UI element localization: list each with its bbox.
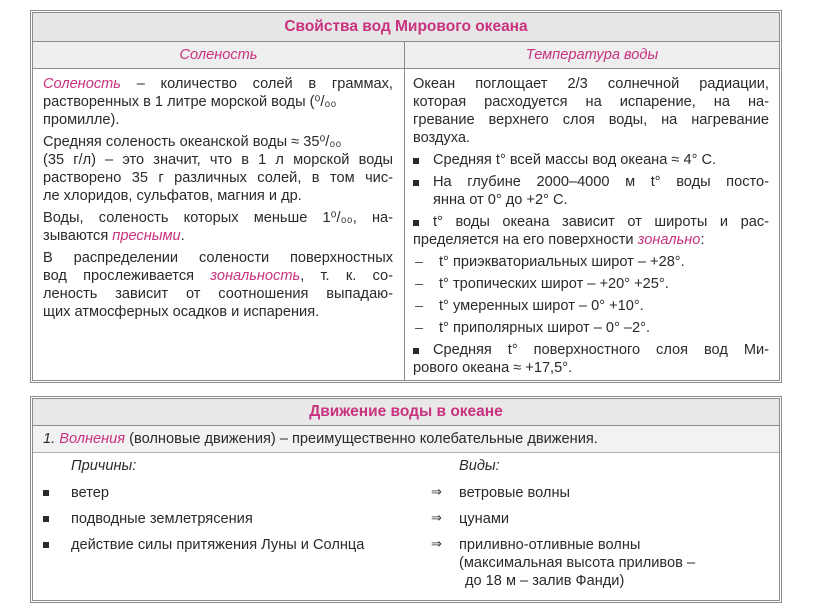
salinity-line: леность зависит от соотношения выпадаю-	[43, 286, 393, 302]
temperature-column	[405, 69, 779, 380]
cause-item: действие силы притяжения Луны и Солнца	[71, 537, 365, 553]
bullet-icon	[413, 348, 419, 354]
tide-note: до 18 м – залив Фанди)	[465, 573, 625, 589]
temperature-bullet: янна от 0° до +2° С.	[433, 192, 568, 208]
salinity-line: растворенных в 1 литре морской воды (⁰/₀₀	[43, 94, 337, 110]
bullet-icon	[413, 220, 419, 226]
dash-icon	[415, 328, 423, 329]
dash-icon	[415, 284, 423, 285]
salinity-line: ле хлоридов, сульфатов, магния и др.	[43, 188, 302, 204]
arrow-icon: ⇒	[431, 511, 442, 526]
temperature-bullet: пределяется на его поверхности зонально:	[413, 232, 705, 248]
salinity-line: зываются пресными.	[43, 228, 185, 244]
zonality-term: зональность	[210, 268, 301, 284]
type-item: приливно-отливные волны	[459, 537, 641, 553]
salinity-term: Соленость	[43, 76, 121, 92]
salinity-line: В распределении солености поверхностных	[43, 250, 393, 266]
temperature-line: которая расходуется на испарение, на на-	[413, 94, 769, 110]
salinity-line: Средняя соленость океанской воды ≈ 35⁰/₀₀	[43, 134, 342, 150]
salinity-line: Воды, соленость которых меньше 1⁰/₀₀, на-	[43, 210, 393, 226]
water-motion-table	[30, 396, 782, 603]
salinity-line: вод прослеживается зональность, т. к. со-	[43, 268, 393, 284]
table-title: Движение воды в океане	[33, 399, 779, 426]
salinity-line: растворено 35 г различных солей, в том чис-	[43, 170, 393, 186]
temperature-bullet: На глубине 2000–4000 м t° воды посто-	[433, 174, 769, 190]
bullet-icon	[413, 180, 419, 186]
temperature-bullet: t° воды океана зависит от широты и рас-	[433, 214, 769, 230]
bullet-icon	[43, 516, 49, 522]
arrow-icon: ⇒	[431, 537, 442, 552]
latitude-temp: t° приполярных широт – 0° –2°.	[439, 320, 651, 336]
waves-term: Волнения	[59, 431, 126, 447]
salinity-line: щих атмосферных осадков и испарения.	[43, 304, 320, 320]
table-title: Свойства вод Мирового океана	[33, 13, 779, 42]
dash-icon	[415, 306, 423, 307]
causes-header: Причины:	[71, 458, 137, 474]
fresh-water-term: пресными	[112, 228, 181, 244]
type-item: ветровые волны	[459, 485, 570, 501]
cause-item: ветер	[71, 485, 109, 501]
bullet-icon	[43, 490, 49, 496]
temperature-bullet: рового океана ≈ +17,5°.	[413, 360, 573, 376]
zonally-term: зонально	[637, 232, 701, 248]
latitude-temp: t° умеренных широт – 0° +10°.	[439, 298, 644, 314]
temperature-header: Температура воды	[405, 42, 779, 69]
temperature-line: воздуха.	[413, 130, 471, 146]
temperature-bullet: Средняя t° поверхностного слоя вод Ми-	[433, 342, 769, 358]
salinity-column	[33, 69, 405, 380]
temperature-line: гревание верхнего слоя воды, на нагревание	[413, 112, 769, 128]
dash-icon	[415, 262, 423, 263]
latitude-temp: t° приэкваториальных широт – +28°.	[439, 254, 685, 270]
bullet-icon	[413, 158, 419, 164]
ocean-properties-table	[30, 10, 782, 383]
arrow-icon: ⇒	[431, 485, 442, 500]
salinity-line: промилле).	[43, 112, 120, 128]
latitude-temp: t° тропических широт – +20° +25°.	[439, 276, 669, 292]
bullet-icon	[43, 542, 49, 548]
cause-item: подводные землетрясения	[71, 511, 253, 527]
salinity-header: Соленость	[33, 42, 405, 69]
salinity-line: Соленость – количество солей в граммах,	[43, 76, 393, 92]
tide-note: (максимальная высота приливов –	[459, 555, 696, 571]
temperature-line: Океан поглощает 2/3 солнечной радиации,	[413, 76, 769, 92]
types-header: Виды:	[459, 458, 500, 474]
type-item: цунами	[459, 511, 510, 527]
salinity-line: (35 г/л) – это значит, что в 1 л морской воды	[43, 152, 393, 168]
temperature-bullet: Средняя t° всей массы вод океана ≈ 4° С.	[433, 152, 717, 168]
waves-intro: 1. Волнения (волновые движения) – преимущественно колебательные движения.	[33, 426, 779, 453]
